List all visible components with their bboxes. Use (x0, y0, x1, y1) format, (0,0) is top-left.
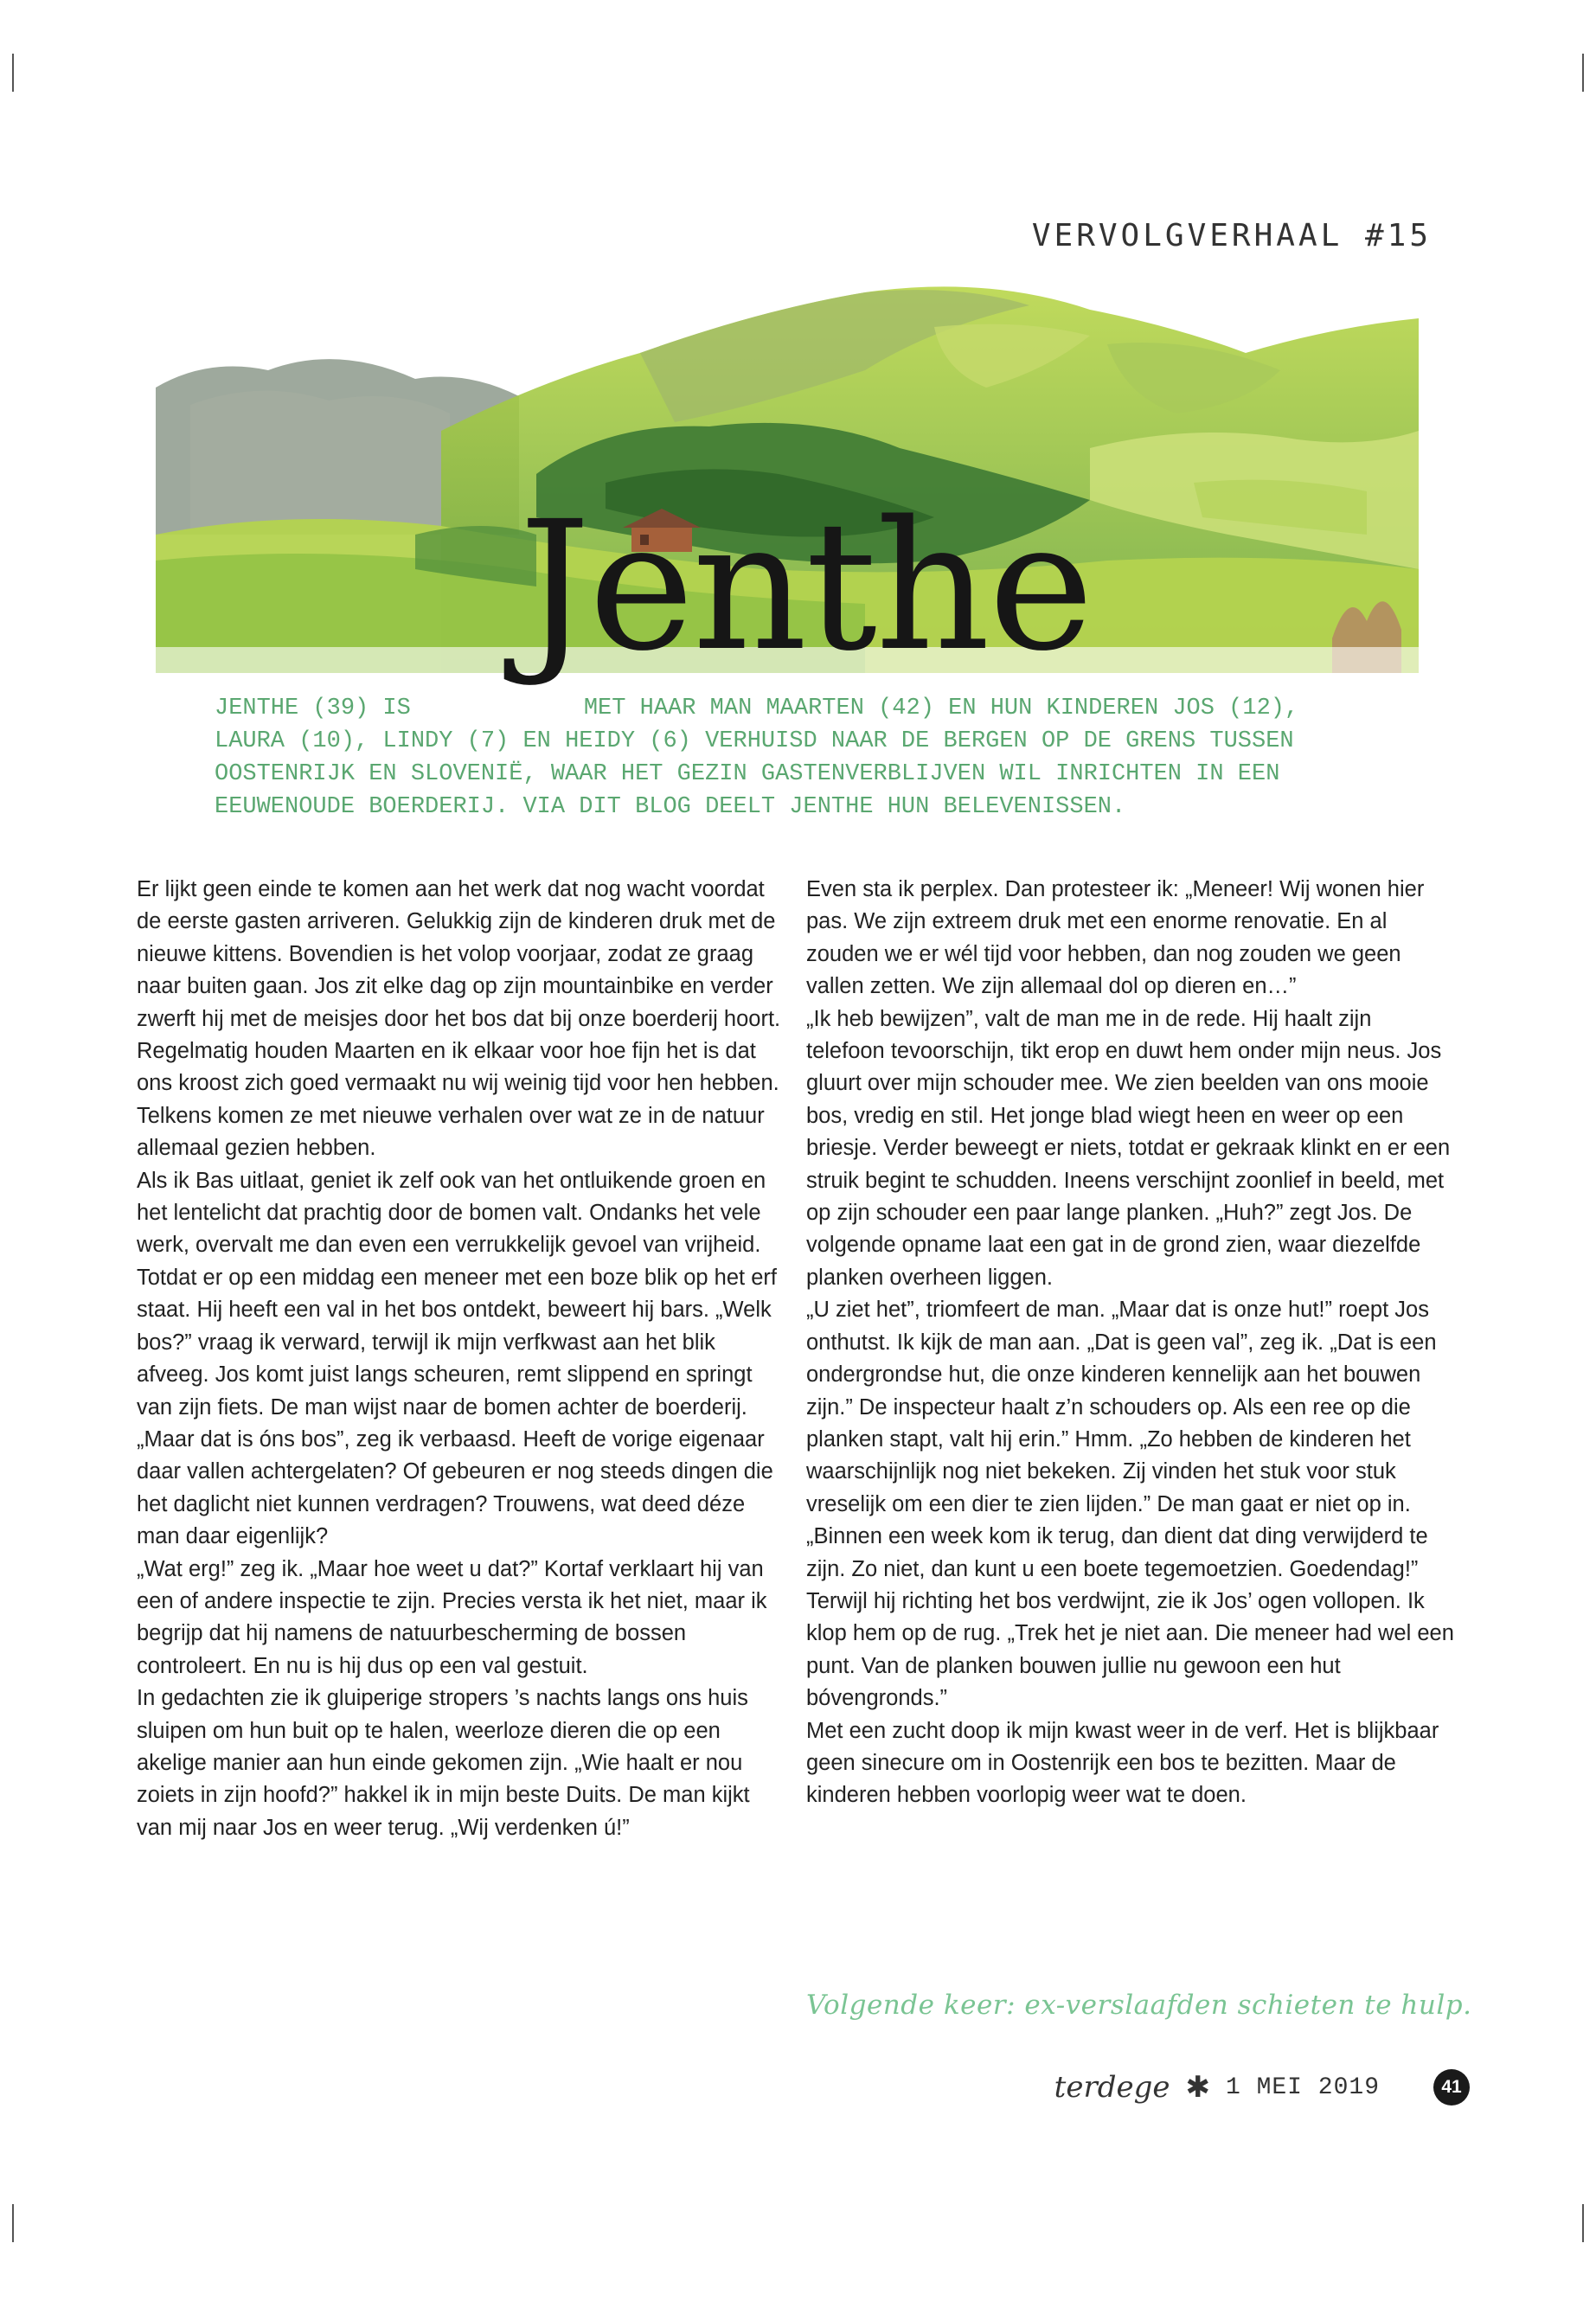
body-column-left (137, 874, 785, 1844)
paragraph: Met een zucht doop ik mijn kwast weer in de verf. Het is blijkbaar geen sinecure om in Oostenrijk een bos te bezitten. Maar de kinderen hebben voorlopig weer wat te doen. (806, 1718, 1439, 1808)
intro-part-1: JENTHE (39) IS (215, 695, 411, 721)
body-column-right (806, 874, 1455, 1812)
story-title: Jenthe (519, 483, 1093, 690)
paragraph: Terwijl hij richting het bos verdwijnt, zie ik Jos’ ogen vollopen. Ik klop hem op de rug. „Trek het je niet aan. Die meneer had wel een punt. Van de planken bouwen jullie nu gewoon een hut bóvengronds.” (806, 1588, 1454, 1711)
intro-part-2: MET HAAR MAN MAARTEN (42) EN HUN KINDEREN JOS (12), LAURA (10), LINDY (7) EN HEIDY (6) VERHUISD NAAR DE BERGEN OP DE GRENS TUSSEN OOSTENRIJK EN SLOVENIË, WAAR HET GEZIN GASTENVERBLIJVEN WIL INRICHTEN IN EEN EEUWENOUDE BOERDERIJ. VIA DIT BLOG DEELT JENTHE HUN BELEVENISSEN. (215, 695, 1299, 820)
paragraph: „Maar dat is óns bos”, zeg ik verbaasd. Heeft de vorige eigenaar daar vallen achtergelaten? Of gebeuren er nog steeds dingen die het daglicht niet kunnen verdragen? Trouwens, wat deed déze man daar eigenlijk? (137, 1426, 773, 1549)
magazine-brand: terdege (1054, 2070, 1170, 2105)
crop-mark-top-right (1582, 54, 1584, 92)
crop-mark-bottom-left (12, 2204, 14, 2242)
crop-mark-top-left (12, 54, 14, 92)
page-footer (1054, 2069, 1470, 2106)
page-number: 41 (1433, 2069, 1470, 2106)
paragraph: Als ik Bas uitlaat, geniet ik zelf ook van het ontluikende groen en het lentelicht dat prachtig door de bomen valt. Ondanks het vele werk, overvalt me dan even een verrukkelijk gevoel van vrijheid. (137, 1168, 766, 1258)
paragraph: Even sta ik perplex. Dan protesteer ik: „Meneer! Wij wonen hier pas. We zijn extreem druk met een enorme renovatie. En al zouden we er wél tijd voor hebben, dan nog zouden we geen vallen zetten. We zijn allemaal dol op dieren en…” (806, 877, 1425, 999)
next-episode-teaser: Volgende keer: ex-verslaafden schieten te hulp. (806, 1990, 1472, 2021)
paragraph: Er lijkt geen einde te komen aan het werk dat nog wacht voordat de eerste gasten arriveren. Gelukkig zijn de kinderen druk met de nieuwe kittens. Bovendien is het volop voorjaar, zodat ze graag naar buiten gaan. Jos zit elke dag op zijn mountainbike en verder zwerft hij met de meisjes door het bos dat bij onze boerderij hoort. Regelmatig houden Maarten en ik elkaar voor hoe fijn het is dat ons kroost zich goed vermaakt nu wij weinig tijd voor hen hebben. Telkens komen ze met nieuwe verhalen over wat ze in de natuur allemaal gezien hebben. (137, 877, 781, 1161)
crop-mark-bottom-right (1582, 2204, 1584, 2242)
paragraph: „U ziet het”, triomfeert de man. „Maar dat is onze hut!” roept Jos onthutst. Ik kijk de man aan. „Dat is geen val”, zeg ik. „Dat is een ondergrondse hut, die onze kinderen kennelijk aan het bouwen zijn.” De inspecteur haalt z’n schouders op. Als een ree op die planken stapt, valt hij erin.” Hmm. „Zo hebben de kinderen het waarschijnlijk nog niet bekeken. Zij vinden het stuk voor stuk vreselijk om een dier te zien lijden.” De man gaat er niet op in. „Binnen een week kom ik terug, dan dient dat ding verwijderd te zijn. Zo niet, dan kunt u een boete tegemoetzien. Goedendag!” (806, 1298, 1437, 1581)
intro-text (215, 692, 1348, 824)
paragraph: „Ik heb bewijzen”, valt de man me in de rede. Hij haalt zijn telefoon tevoorschijn, tikt erop en duwt hem onder mijn neus. Jos gluurt over mijn schouder mee. We zien beelden van ons mooie bos, vredig en stil. Het jonge blad wiegt heen en weer op een briesje. Verder beweegt er niets, totdat er gekraak klinkt en er een struik begint te schudden. Ineens verschijnt zoonlief in beeld, met op zijn schouder een paar lange planken. „Huh?” zegt Jos. De volgende opname laat een gat in de grond zien, waar diezelfde planken overheen liggen. (806, 1006, 1451, 1290)
issue-date: 1 MEI 2019 (1225, 2073, 1380, 2101)
paragraph: „Wat erg!” zeg ik. „Maar hoe weet u dat?” Kortaf verklaart hij van een of andere inspectie te zijn. Precies versta ik het niet, maar ik begrijp dat hij namens de natuurbescherming de bossen controleert. En nu is hij dus op een val gestuit. (137, 1556, 767, 1678)
series-label: VERVOLGVERHAAL #15 (1031, 218, 1432, 253)
separator-star-icon: ✱ (1185, 2071, 1210, 2104)
paragraph: Totdat er op een middag een meneer met een boze blik op het erf staat. Hij heeft een val in het bos ontdekt, beweert hij bars. „Welk bos?” vraag ik verward, terwijl ik mijn verfkwast aan het blik afveeg. Jos komt juist langs scheuren, remt slippend en springt van zijn fiets. De man wijst naar de bomen achter de boerderij. (137, 1265, 777, 1420)
paragraph: In gedachten zie ik gluiperige stropers ’s nachts langs ons huis sluipen om hun buit op te halen, weerloze dieren die op een akelige manier aan hun einde gekomen zijn. „Wie haalt er nou zoiets in zijn hoofd?” hakkel ik in mijn beste Duits. De man kijkt van mij naar Jos en weer terug. „Wij verdenken ú!” (137, 1686, 750, 1840)
